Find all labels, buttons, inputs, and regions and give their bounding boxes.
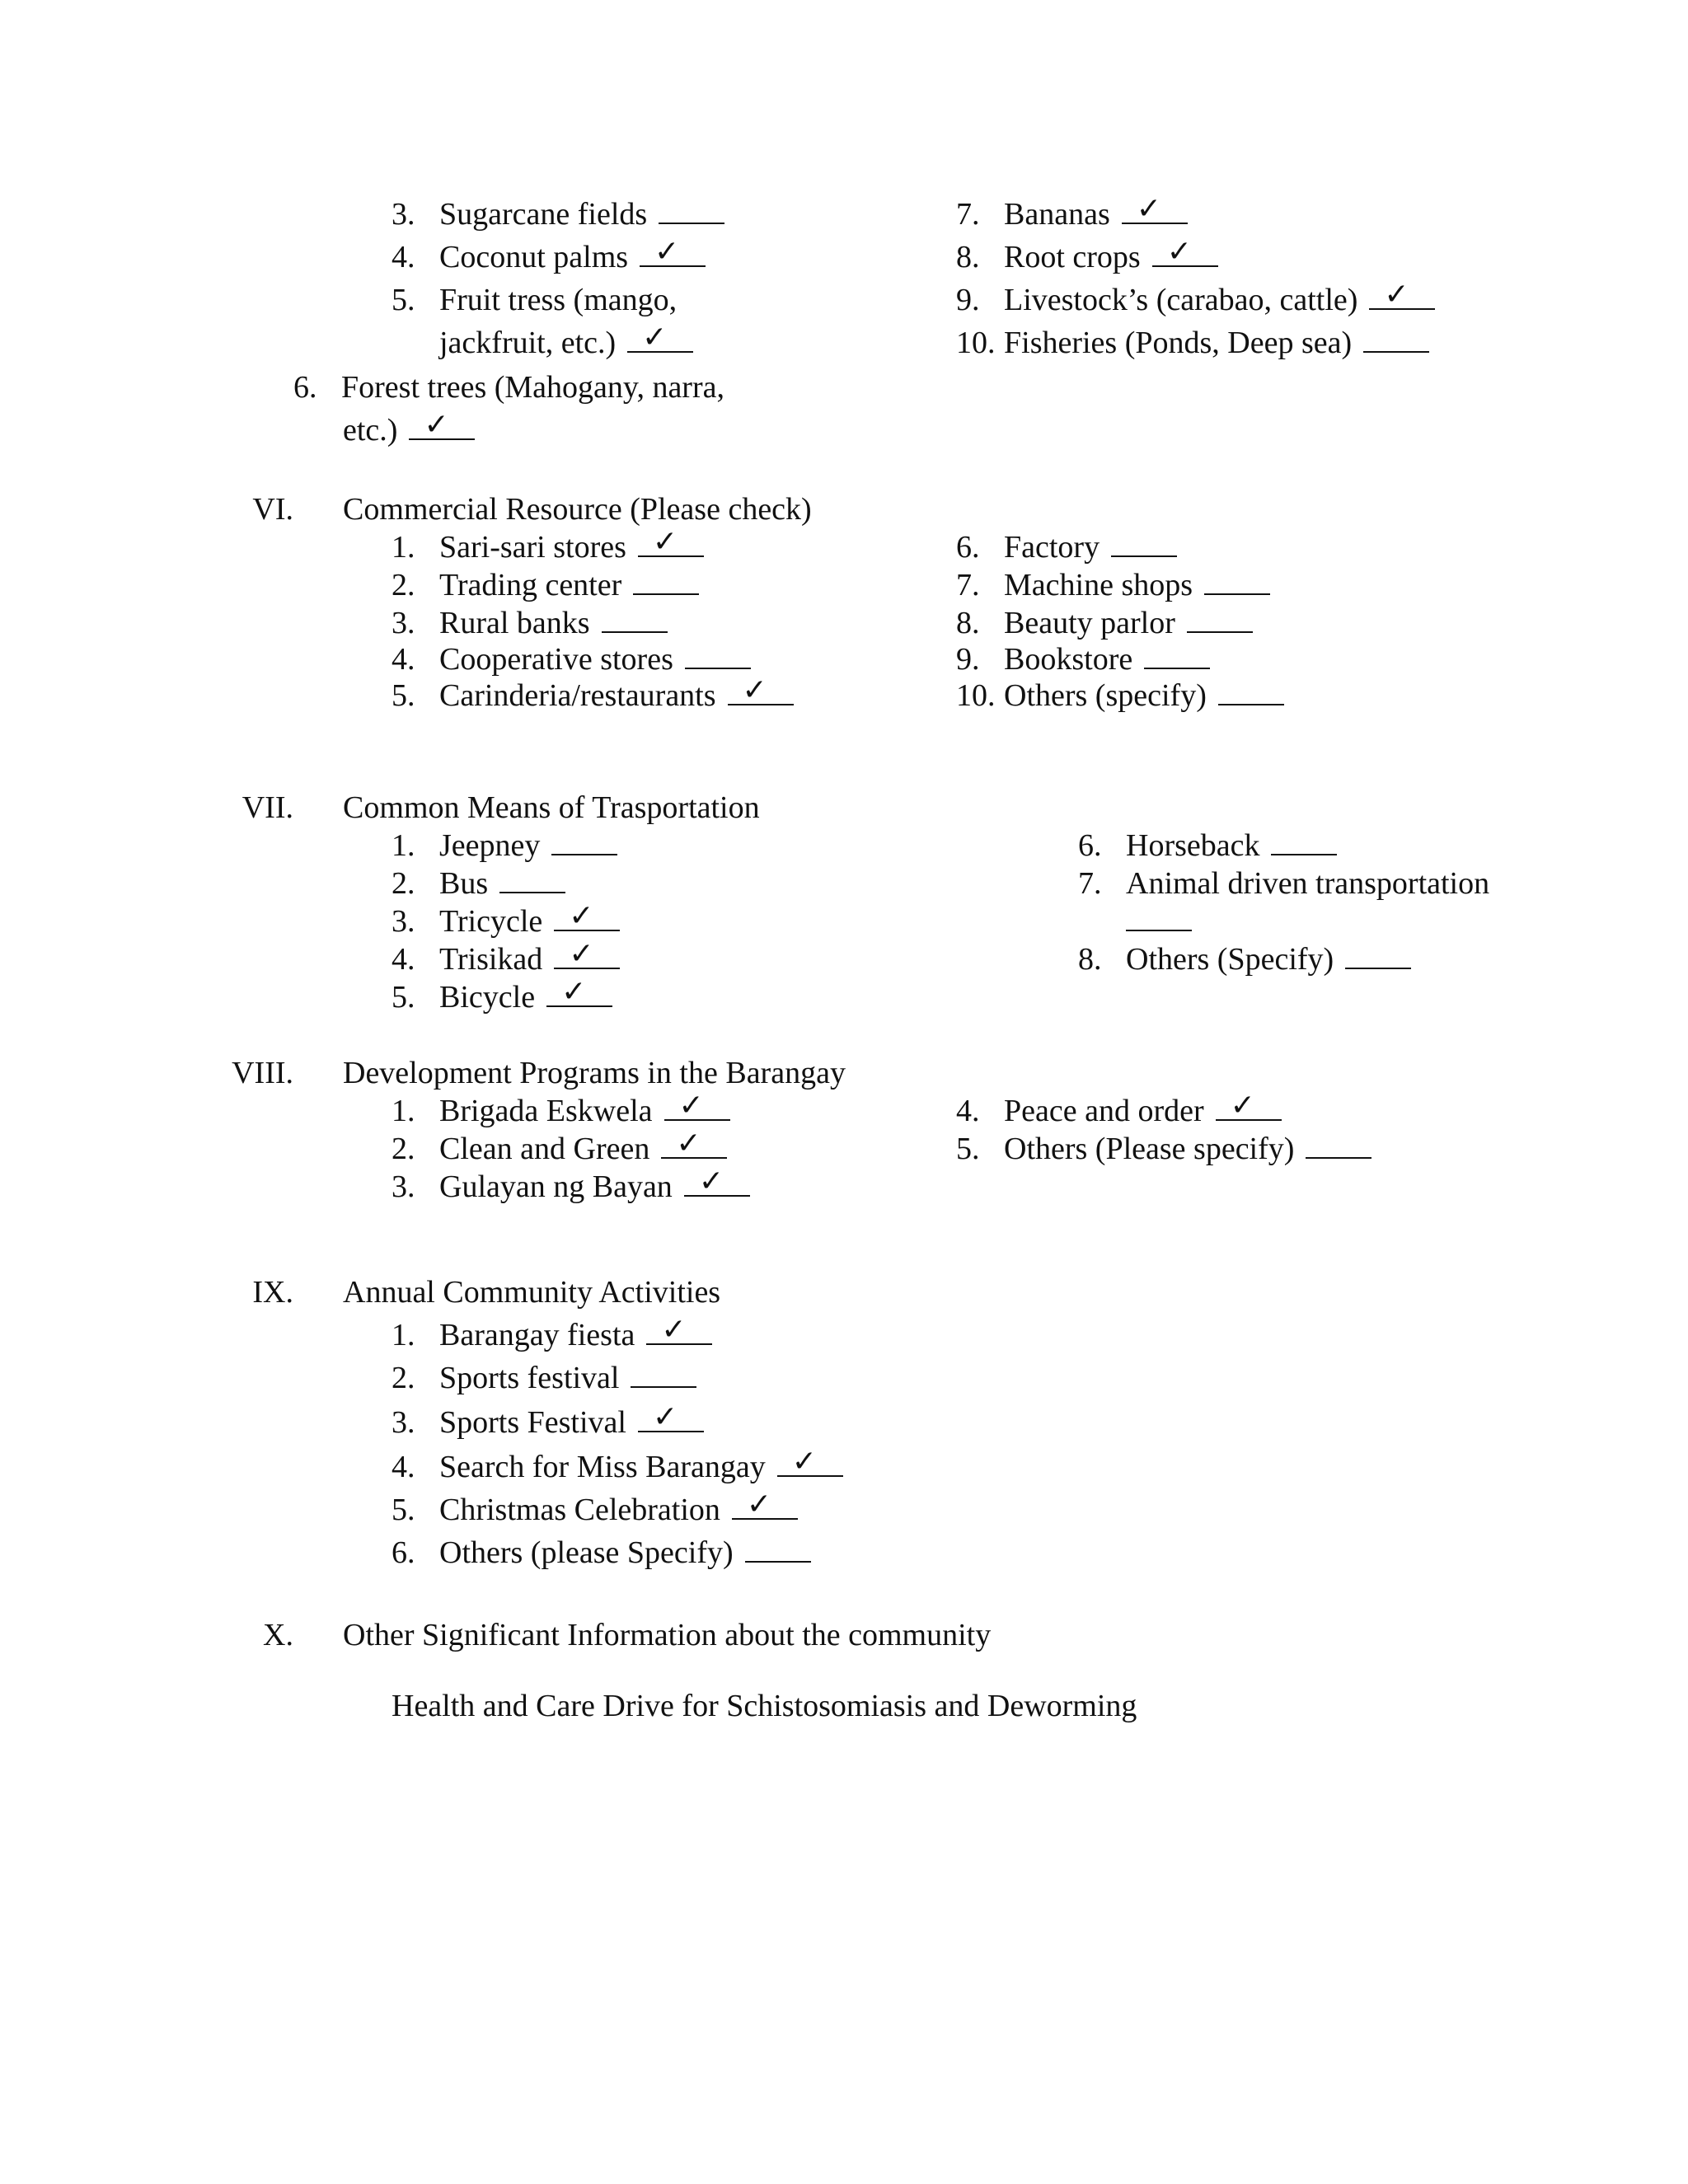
list-item — [392, 196, 724, 232]
section-numeral: IX. — [252, 1275, 293, 1310]
checkmark-blank[interactable] — [554, 905, 620, 931]
item-number: 3. — [392, 197, 415, 232]
item-label: Others (Please specify) — [1004, 1132, 1295, 1166]
list-item — [392, 865, 565, 902]
checkmark-blank[interactable] — [1152, 241, 1218, 267]
checkmark-blank[interactable] — [732, 1493, 798, 1520]
checkmark-blank[interactable] — [546, 981, 612, 1007]
item-number: 8. — [956, 606, 980, 640]
list-item — [392, 941, 620, 977]
item-number: 8. — [956, 240, 980, 274]
section-title: Development Programs in the Barangay — [343, 1056, 846, 1090]
checkmark-blank[interactable] — [627, 326, 693, 353]
empty-blank[interactable] — [602, 607, 668, 633]
list-item — [956, 529, 1177, 565]
list-item — [392, 677, 794, 714]
item-label: Animal driven transportation — [1126, 866, 1490, 901]
checkmark-blank[interactable] — [646, 1319, 712, 1345]
list-item — [956, 1093, 1282, 1129]
item-label: Trisikad — [439, 942, 543, 977]
list-item — [392, 1131, 727, 1167]
empty-blank[interactable] — [1204, 569, 1270, 595]
item-number: 3. — [392, 904, 415, 939]
item-number: 1. — [392, 828, 415, 863]
list-item — [392, 903, 620, 940]
item-label: Beauty parlor — [1004, 606, 1175, 640]
item-label: etc.) — [343, 413, 398, 448]
section-title: Other Significant Information about the community — [343, 1618, 992, 1652]
item-number: 9. — [956, 642, 980, 677]
item-label: Search for Miss Barangay — [439, 1450, 766, 1484]
item-number: 5. — [392, 678, 415, 713]
item-number: 1. — [392, 1094, 415, 1128]
empty-blank[interactable] — [633, 569, 699, 595]
list-item — [293, 369, 724, 405]
list-item — [392, 641, 751, 677]
item-label: Clean and Green — [439, 1132, 650, 1166]
item-number: 2. — [392, 866, 415, 901]
item-number: 4. — [392, 240, 415, 274]
list-item — [956, 677, 1284, 714]
empty-blank[interactable] — [1111, 531, 1177, 557]
item-number: 6. — [392, 1535, 415, 1570]
item-number: 3. — [392, 1405, 415, 1440]
list-item — [1078, 827, 1337, 864]
list-item — [392, 1169, 750, 1205]
item-label: Fisheries (Ponds, Deep sea) — [1004, 326, 1353, 360]
list-item — [956, 325, 1429, 361]
item-label: Sports festival — [439, 1361, 620, 1395]
item-label: Fruit tress (mango, — [439, 283, 678, 317]
checkmark-blank[interactable] — [1369, 284, 1435, 310]
item-label: Others (please Specify) — [439, 1535, 734, 1570]
checkmark-blank[interactable] — [1122, 198, 1188, 224]
list-item — [392, 605, 668, 641]
item-number: 2. — [392, 568, 415, 602]
section-numeral: VII. — [241, 790, 293, 825]
item-label: Christmas Celebration — [439, 1493, 720, 1527]
list-item — [956, 605, 1253, 641]
item-label: Gulayan ng Bayan — [439, 1169, 673, 1204]
empty-blank[interactable] — [499, 867, 565, 893]
checkmark-blank[interactable] — [640, 241, 706, 267]
item-label: Trading center — [439, 568, 622, 602]
empty-blank[interactable] — [685, 643, 751, 669]
list-item — [956, 239, 1218, 275]
item-label: Barangay fiesta — [439, 1318, 635, 1352]
item-number: 1. — [392, 530, 415, 565]
list-item — [392, 1492, 798, 1528]
empty-blank[interactable] — [1187, 607, 1253, 633]
item-number: 4. — [392, 1450, 415, 1484]
item-label: Carinderia/restaurants — [439, 678, 716, 713]
empty-blank[interactable] — [1126, 905, 1192, 931]
checkmark-blank[interactable] — [661, 1132, 727, 1159]
list-item — [343, 412, 475, 448]
item-number: 4. — [392, 642, 415, 677]
item-label: Sports Festival — [439, 1405, 626, 1440]
item-number: 1. — [392, 1318, 415, 1352]
item-label: Jeepney — [439, 828, 541, 863]
item-number: 7. — [1078, 866, 1102, 901]
item-number: 2. — [392, 1132, 415, 1166]
item-label: Sari-sari stores — [439, 530, 626, 565]
empty-blank[interactable] — [659, 198, 724, 224]
list-item — [392, 282, 677, 318]
checkmark-blank[interactable] — [777, 1451, 843, 1477]
section-title: Annual Community Activities — [343, 1275, 721, 1310]
list-item — [956, 1131, 1372, 1167]
list-item — [956, 282, 1435, 318]
checkmark-blank[interactable] — [554, 943, 620, 969]
item-label: Horseback — [1126, 828, 1260, 863]
checkmark-blank[interactable] — [409, 414, 475, 440]
list-item — [392, 1093, 730, 1129]
item-number: 3. — [392, 606, 415, 640]
empty-blank[interactable] — [551, 829, 617, 855]
empty-blank[interactable] — [631, 1361, 696, 1388]
list-item — [392, 827, 617, 864]
item-number: 8. — [1078, 942, 1102, 977]
section-numeral: VIII. — [232, 1056, 293, 1090]
empty-blank[interactable] — [1345, 943, 1411, 969]
empty-blank[interactable] — [1363, 326, 1429, 353]
list-item — [392, 1449, 843, 1485]
item-label: Bus — [439, 866, 489, 901]
item-label: Bicycle — [439, 980, 536, 1015]
item-label: Forest trees (Mahogany, narra, — [341, 370, 724, 405]
section-numeral: X. — [263, 1618, 293, 1652]
list-item — [956, 196, 1188, 232]
list-item — [1078, 941, 1411, 977]
item-label: Rural banks — [439, 606, 590, 640]
item-label: jackfruit, etc.) — [439, 326, 617, 360]
list-item — [1078, 865, 1489, 902]
empty-blank[interactable] — [1144, 643, 1210, 669]
item-number: 4. — [392, 942, 415, 977]
list-item — [392, 529, 704, 565]
item-label: Brigada Eskwela — [439, 1094, 653, 1128]
item-number: 9. — [956, 283, 980, 317]
item-label: Bananas — [1004, 197, 1110, 232]
item-number: 6. — [956, 530, 980, 565]
item-number: 4. — [956, 1094, 980, 1128]
list-item — [392, 325, 693, 361]
list-item — [392, 1360, 696, 1396]
item-label: Factory — [1004, 530, 1100, 565]
item-number: 5. — [392, 1493, 415, 1527]
list-item — [956, 567, 1270, 603]
item-number: 5. — [956, 1132, 980, 1166]
item-number: 7. — [956, 197, 980, 232]
section-title: Commercial Resource (Please check) — [343, 492, 812, 527]
item-label: Livestock’s (carabao, cattle) — [1004, 283, 1358, 317]
item-label: Sugarcane fields — [439, 197, 648, 232]
item-label: Peace and order — [1004, 1094, 1204, 1128]
checkmark-blank[interactable] — [664, 1094, 730, 1121]
empty-blank[interactable] — [745, 1536, 811, 1563]
item-number: 5. — [392, 980, 415, 1015]
list-item — [392, 1404, 704, 1441]
item-number: 5. — [392, 283, 415, 317]
item-label: Coconut palms — [439, 240, 629, 274]
list-item — [1078, 903, 1192, 940]
empty-blank[interactable] — [1218, 679, 1284, 705]
list-item — [956, 641, 1210, 677]
checkmark-blank[interactable] — [728, 679, 794, 705]
list-item — [392, 567, 699, 603]
empty-blank[interactable] — [1271, 829, 1337, 855]
item-number: 10. — [956, 326, 996, 360]
list-item — [392, 979, 612, 1015]
item-label: Machine shops — [1004, 568, 1193, 602]
item-label: Cooperative stores — [439, 642, 673, 677]
item-label: Bookstore — [1004, 642, 1133, 677]
item-number: 2. — [392, 1361, 415, 1395]
item-number: 6. — [1078, 828, 1102, 863]
item-number: 10. — [956, 678, 996, 713]
item-label: Others (Specify) — [1126, 942, 1334, 977]
item-label: Others (specify) — [1004, 678, 1207, 713]
section-title: Common Means of Trasportation — [343, 790, 760, 825]
item-label: Tricycle — [439, 904, 543, 939]
list-item — [392, 1317, 712, 1353]
checkmark-blank[interactable] — [684, 1170, 750, 1197]
info-text: Health and Care Drive for Schistosomiasis and Deworming — [392, 1689, 1137, 1723]
list-item — [392, 1535, 811, 1571]
empty-blank[interactable] — [1306, 1132, 1372, 1159]
item-label: Root crops — [1004, 240, 1141, 274]
checkmark-blank[interactable] — [1216, 1094, 1282, 1121]
list-item — [392, 239, 706, 275]
checkmark-blank[interactable] — [638, 531, 704, 557]
checkmark-blank[interactable] — [638, 1406, 704, 1432]
item-number: 3. — [392, 1169, 415, 1204]
item-number: 7. — [956, 568, 980, 602]
section-numeral: VI. — [252, 492, 293, 527]
item-number: 6. — [293, 370, 317, 405]
